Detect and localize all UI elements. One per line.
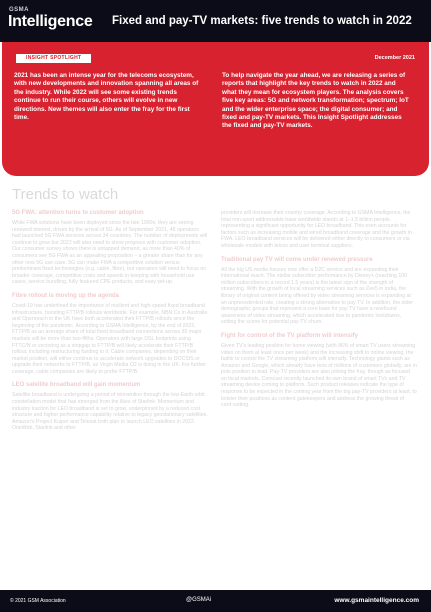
insight-spotlight-badge: INSIGHT SPOTLIGHT (16, 54, 91, 63)
trend-text: Satellite broadband is undergoing a period of reinvention through the low-Earth orbit constellation model that has emerged from the likes of Starlink. Momentum and industry traction for LEO broadband is set to grow, underpinned by a reduced cost structure and higher performance capability relative to legacy geostationary satellites. Amazon's Project Kuiper and Telesat both plan to launch LEO satellites in 2022. OneWeb, Starlink and other (12, 392, 208, 432)
intro-banner (2, 42, 429, 176)
trend-text: While FWA solutions have been deployed since the late 1990s, they are seeing renewed interest, driven by the arrival of 5G. As of September 2021, 48 operators had launched 5G FWA services across 34 countries. The number of deployments will continue to grow but 2022 will also need to show progress with customer adoption. Our consumer survey shows there is untapped demand, as more than 40% of consumers see 5G FWA as an appealing proposition – a greater share than for any other new 5G use case. 5G can make FWA a competitive solution versus predominant fixed technologies (e.g. cable, fibre), but operators will need to focus on broader coverage, competitive costs and speeds in keeping with household use cases, service bundling, fully featured CPE products, and easy set-up. (12, 220, 207, 286)
trend-text: providers will increase their country coverage. According to GSMA Intelligence, the total non-sport addressable base worldwide stands at 1–1.5 billion people, representing a significant opportunity for LEO broadband. This even accounts for factors such as increasing mobile and wired broadband coverage and the growth in FWA. LEO broadband services will be delivered either directly to consumers or via wholesale models with telcos and user terminal suppliers. (221, 210, 412, 249)
brand-gsma: GSMA (9, 7, 29, 13)
section-title: Trends to watch (12, 186, 119, 203)
social-handle-link[interactable]: @GSMAi (186, 597, 212, 603)
copyright-text: © 2021 GSM Association (10, 598, 66, 604)
body-right-column (221, 210, 417, 416)
publication-date: December 2021 (374, 55, 415, 61)
trend-heading: LEO satellite broadband will gain momentum (12, 382, 141, 389)
trend-heading: Fibre rollout is moving up the agenda (12, 292, 120, 299)
trend-text: Given TV's leading position for home viewing (with 86% of smart TV users streaming video on them at least once per week) and the increasing shift to online viewing, the battle to control the TV streaming platform will intensify. Technology giants such as Amazon and Google, which already have tens of millions of customers globally, are in pole position to lead. Pay-TV providers are also joining the fray, though as focused on local markets. Comcast recently launched its own brand of smart TVs and TV streaming device coming to platform. Such product releases indicate the type of response to be expected in the coming year from the big pay-TV providers at least, to bolster their positions as content gatekeepers and address the growing threat of cord-cutting. (221, 342, 417, 409)
trend-heading: 5G FWA: attention turns to customer adoption (12, 210, 144, 216)
header-bar (0, 0, 431, 42)
trend-heading: Traditional pay TV will come under renewed pressure (221, 256, 373, 263)
website-link[interactable]: www.gsmaintelligence.com (334, 597, 419, 604)
trend-heading: Fight for control of the TV platform will intensify (221, 332, 358, 339)
trend-text: All the big US media houses now offer a D2C service and are expanding their international reach. The stellar subscriber performance by Disney+ (reaching 100 million subscribers in a record 1.5 years) is the latest sign of the strength of streaming. With the growth of local streaming services such as Zee5 in India, the library of original content being offered by video streaming services is expanding at an unprecedented rate, creating a strong alternative to pay TV. In addition, the older demographic groups that represent a core base for pay TV have a newfound awareness of video streaming, which accelerated due to pandemic lockdowns, setting the scene for potential pay-TV churn. (221, 266, 414, 326)
body-left-column (12, 210, 208, 439)
intro-left-text: 2021 has been an intense year for the telecoms ecosystem, with new developments and innovation spanning all areas of the industry. While 2022 will see some existing trends continue to run their course, others will evolve in new directions. New themes will also enter the fray for the first time. (14, 72, 199, 122)
brand-logo: Intelligence (8, 13, 93, 30)
trend-text: Covid-19 has underlined the importance of resilient and high-speed fixed broadband infrastructure, boosting FTTP/B rollouts worldwide. For example, NBN Co in Australia and Openreach in the UK have both accelerated their FTTP/B rollouts since the beginning of the pandemic. According to GSMA Intelligence, by the end of 2022, FTTP/B as an average share of total fixed broadband connections across 30 major markets will be more than two-fifths. Operators with large DSL footprints using FTTC/N or vectoring as a stopgap to FTTP/B will likely accelerate their FTTP/B rollout, including restructuring funding to it. Cable companies, depending on their market position, will either continue to accelerate network upgrades to DOCSIS or upgrade their networks to FTTP/B, as Virgin Media O2 is doing in the UK. For further coverage, cable companies are likely to prefer FTTP/B. (12, 302, 208, 375)
footer-bar (0, 590, 431, 612)
intro-right-text: To help navigate the year ahead, we are releasing a series of reports that highlight the key trends to watch in 2022 and what they mean for ecosystem players. The analysis covers five key areas: 5G and network transformation; spectrum; IoT and the wider enterprise space; the digital consumer; and fixed and pay-TV markets. This Insight Spotlight addresses the fixed and pay-TV markets. (222, 72, 409, 130)
document-title: Fixed and pay-TV markets: five trends to watch in 2022 (112, 15, 412, 27)
